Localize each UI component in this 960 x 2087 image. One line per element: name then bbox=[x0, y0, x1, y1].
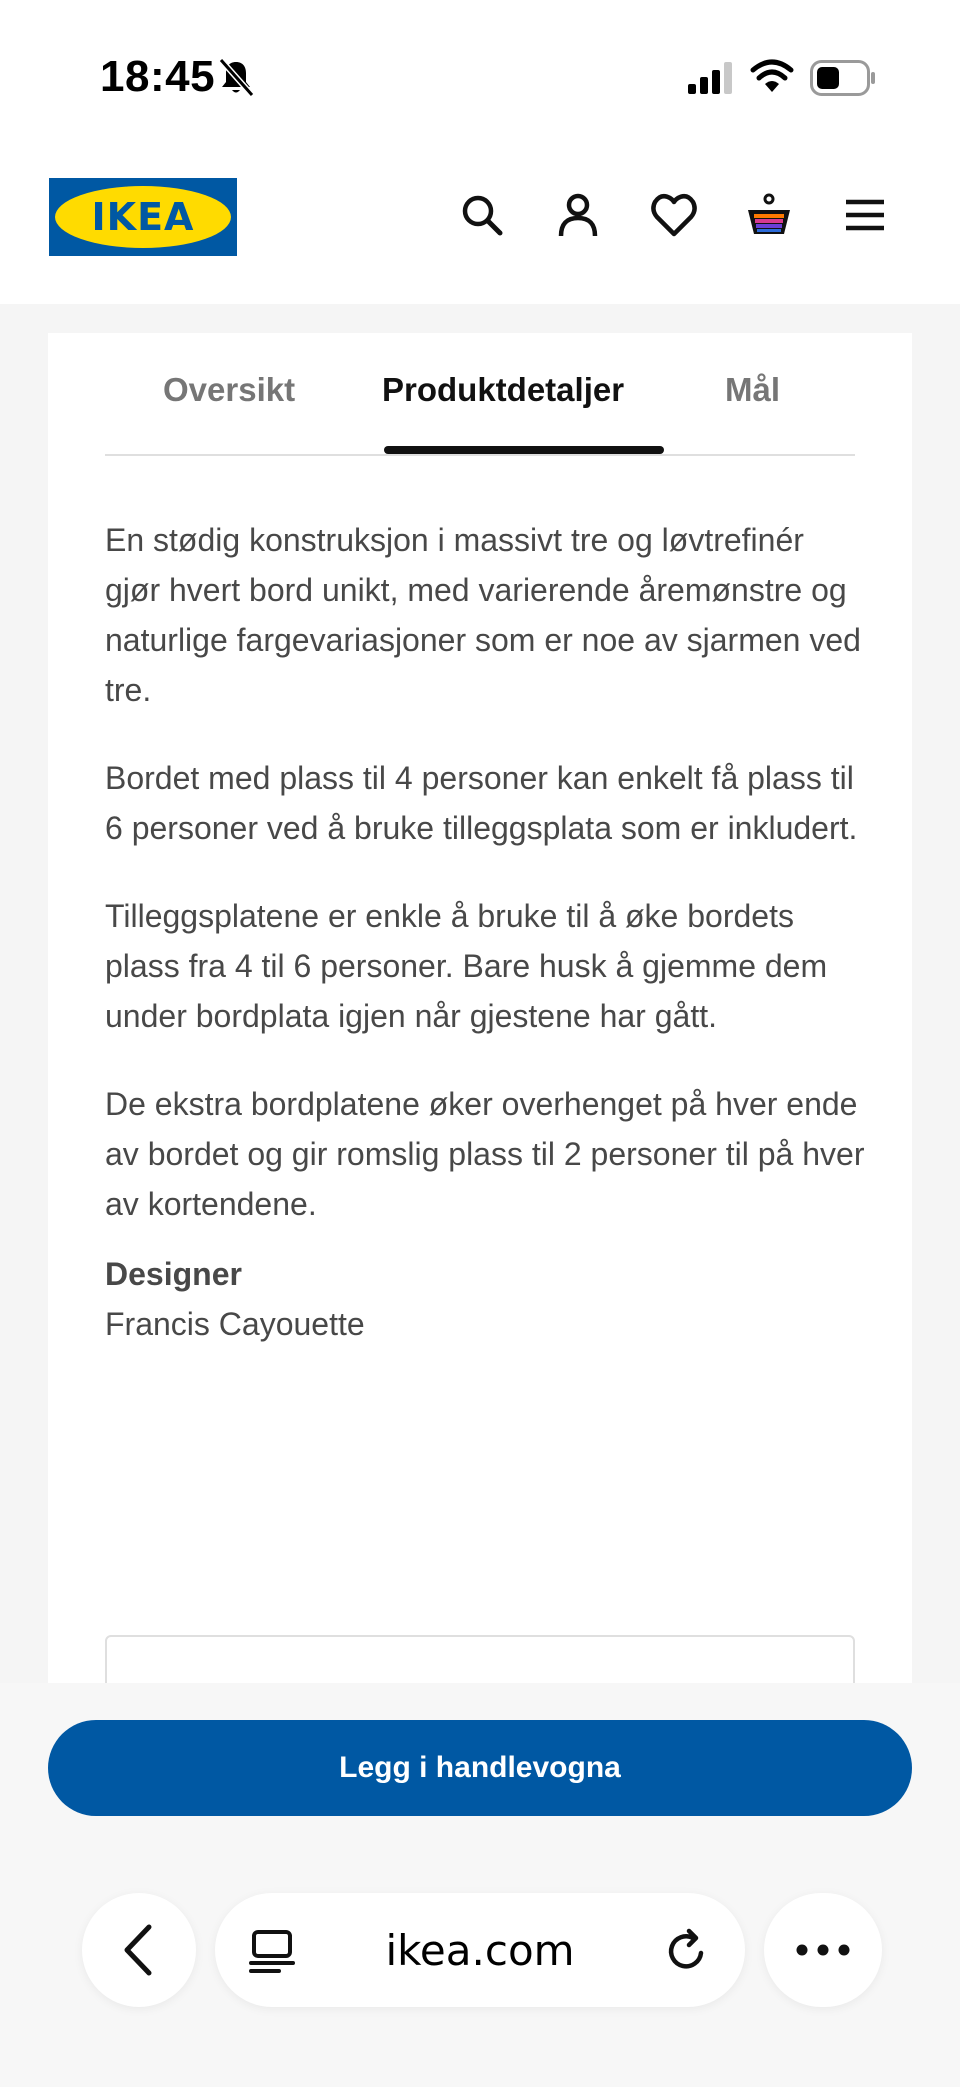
wifi-icon bbox=[750, 58, 794, 94]
product-description bbox=[105, 515, 865, 1349]
ikea-logo[interactable] bbox=[49, 178, 237, 256]
search-icon[interactable] bbox=[457, 190, 507, 240]
menu-icon[interactable] bbox=[840, 190, 890, 240]
description-paragraph: En stødig konstruksjon i massivt tre og løvtrefinér gjør hvert bord unikt, med varierende åremønstre og naturlige fargevariasjoner som er noe av sjarmen ved tre. bbox=[105, 522, 861, 708]
tab-bar bbox=[105, 333, 855, 456]
tab-maal[interactable]: Mål bbox=[725, 371, 781, 408]
tabs-icon bbox=[249, 1930, 295, 1974]
description-paragraph: Bordet med plass til 4 personer kan enkelt få plass til 6 personer ved å bruke tilleggsplata som er inkludert. bbox=[105, 760, 858, 846]
back-icon bbox=[119, 1923, 159, 1977]
status-time: 18:45 bbox=[100, 52, 216, 101]
product-details-card bbox=[48, 333, 912, 1683]
bell-slash-icon bbox=[218, 58, 254, 98]
account-icon[interactable] bbox=[553, 190, 603, 240]
reload-icon[interactable] bbox=[663, 1927, 711, 1975]
site-header bbox=[0, 150, 960, 304]
more-button[interactable] bbox=[764, 1893, 882, 2007]
url-text: ikea.com bbox=[385, 1925, 575, 1975]
logo-text: IKEA bbox=[91, 195, 195, 239]
tab-produktdetaljer[interactable]: Produktdetaljer bbox=[382, 371, 625, 408]
address-bar[interactable] bbox=[215, 1893, 745, 2007]
battery-icon bbox=[810, 60, 876, 96]
more-icon bbox=[795, 1943, 851, 1957]
cellular-signal-icon bbox=[688, 62, 734, 94]
tab-oversikt[interactable]: Oversikt bbox=[163, 371, 296, 408]
add-to-cart-button[interactable]: Legg i handlevogna bbox=[48, 1720, 912, 1816]
heart-icon[interactable] bbox=[649, 190, 699, 240]
logo-oval bbox=[55, 186, 231, 248]
back-button[interactable] bbox=[82, 1893, 196, 2007]
bottom-bar bbox=[0, 1683, 960, 2087]
designer-name: Francis Cayouette bbox=[105, 1306, 365, 1342]
designer-label: Designer bbox=[105, 1256, 242, 1292]
cart-icon[interactable] bbox=[744, 190, 794, 240]
description-paragraph: De ekstra bordplatene øker overhenget på hver ende av bordet og gir romslig plass til 2 personer til på hver av kortendene. bbox=[105, 1086, 865, 1222]
description-paragraph: Tilleggsplatene er enkle å bruke til å øke bordets plass fra 4 til 6 personer. Bare husk å gjemme dem under bordplata igjen når gjestene har gått. bbox=[105, 898, 828, 1034]
active-tab-indicator bbox=[384, 446, 664, 454]
status-bar bbox=[0, 0, 960, 150]
